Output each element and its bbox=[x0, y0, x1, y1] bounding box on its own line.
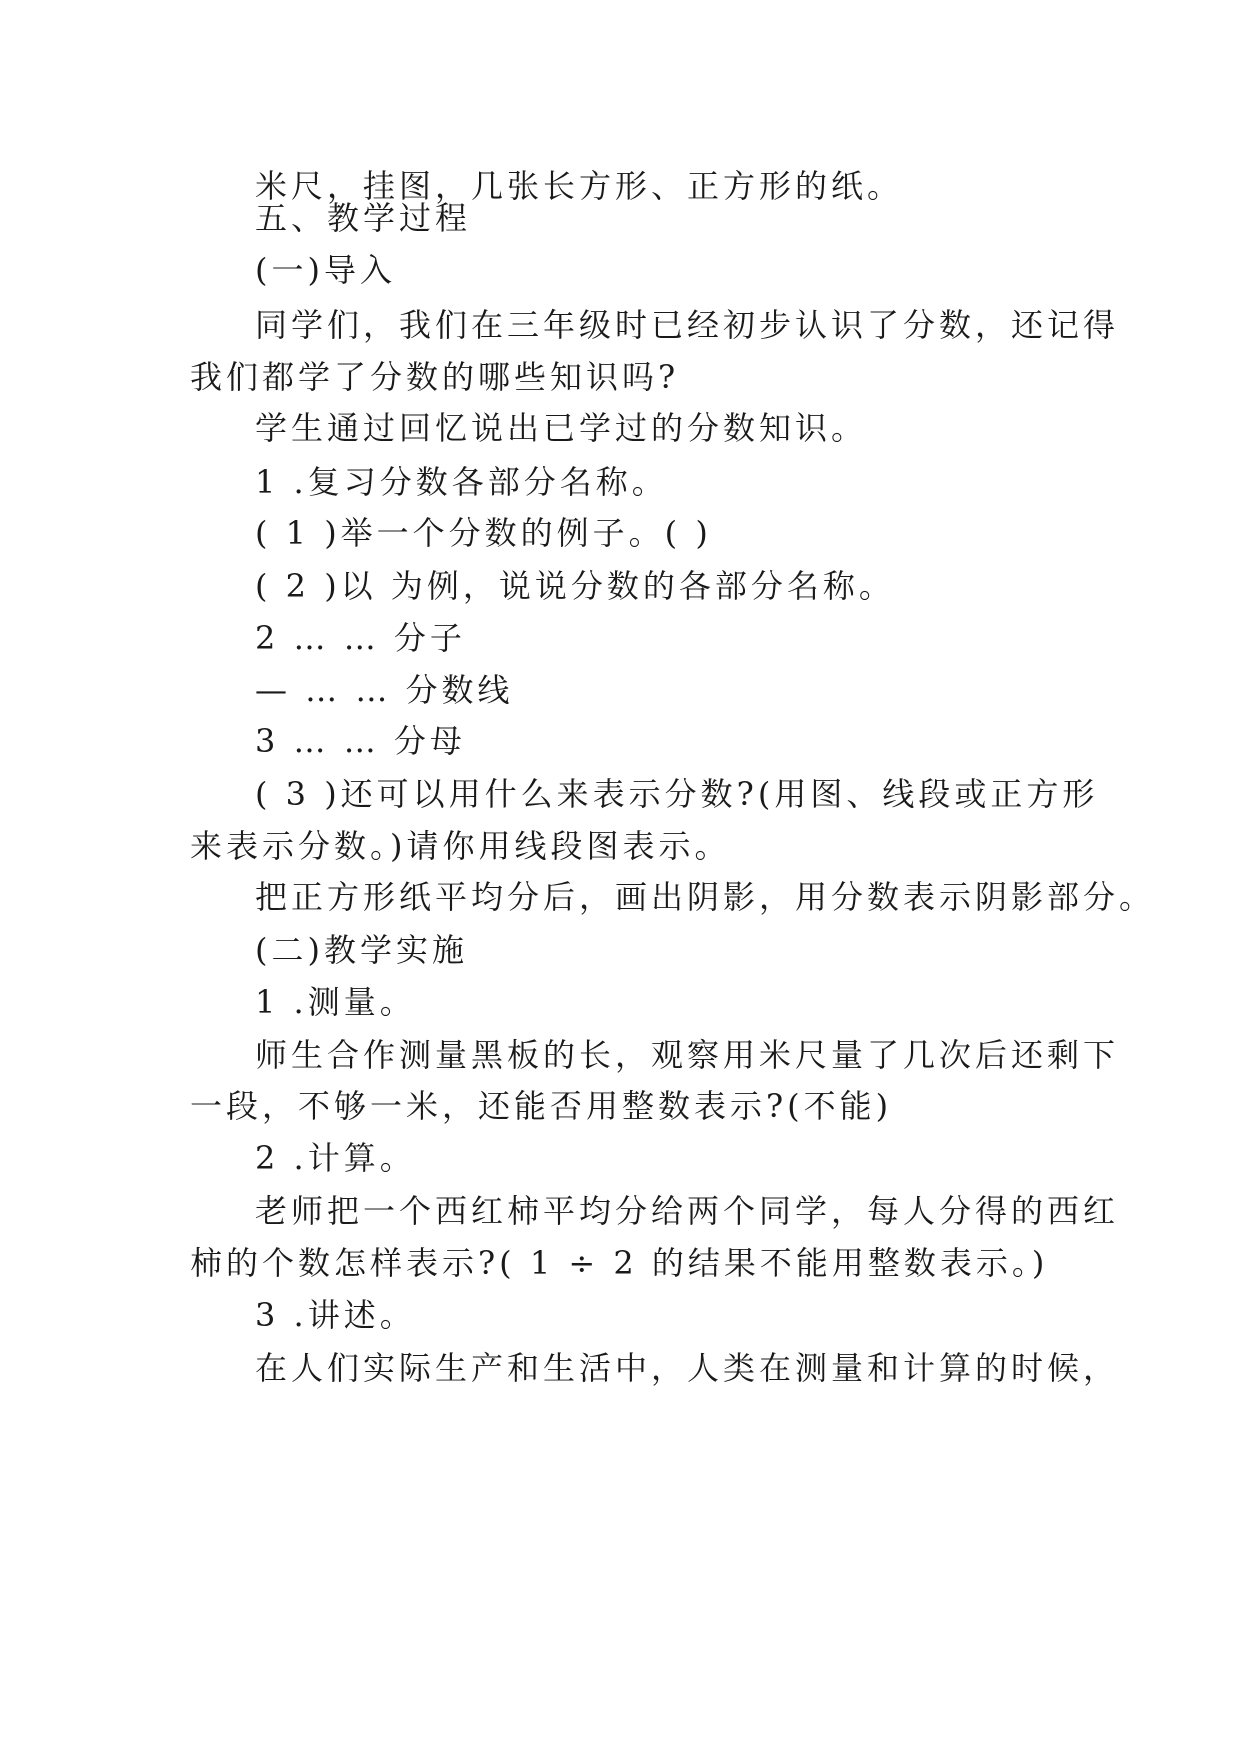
subsection-heading: (二)教学实施 bbox=[255, 931, 468, 969]
text-line: 在人们实际生产和生活中，人类在测量和计算的时候， bbox=[255, 1349, 1120, 1387]
text-line: 我们都学了分数的哪些知识吗? bbox=[190, 358, 680, 396]
text-line: 同学们，我们在三年级时已经初步认识了分数，还记得 bbox=[255, 306, 1120, 344]
subsection-heading: (一)导入 bbox=[255, 251, 396, 289]
fraction-numerator-label: 2 … … 分子 bbox=[255, 619, 466, 657]
text-line: 一段，不够一米，还能否用整数表示?(不能) bbox=[190, 1087, 893, 1125]
text-line: 来表示分数。)请你用线段图表示。 bbox=[190, 827, 731, 865]
list-item: 2 .计算。 bbox=[255, 1139, 416, 1177]
text-line: 把正方形纸平均分后，画出阴影，用分数表示阴影部分。 bbox=[255, 878, 1156, 916]
fraction-line-label: — … … 分数线 bbox=[255, 671, 514, 709]
list-item: 1 .测量。 bbox=[255, 983, 416, 1021]
list-item: ( 2 )以 为例，说说分数的各部分名称。 bbox=[255, 567, 895, 605]
text-line: 学生通过回忆说出已学过的分数知识。 bbox=[255, 409, 868, 447]
text-line: 柿的个数怎样表示?( 1 ÷ 2 的结果不能用整数表示。) bbox=[190, 1244, 1049, 1282]
list-item: 3 .讲述。 bbox=[255, 1296, 416, 1334]
text-line: 米尺，挂图，几张长方形、正方形的纸。 bbox=[255, 167, 904, 205]
list-item: ( 1 )举一个分数的例子。( ) bbox=[255, 514, 712, 552]
section-heading: 五、教学过程 bbox=[255, 199, 472, 237]
fraction-denominator-label: 3 … … 分母 bbox=[255, 722, 466, 760]
text-line: 师生合作测量黑板的长，观察用米尺量了几次后还剩下 bbox=[255, 1036, 1120, 1074]
text-line: 老师把一个西红柿平均分给两个同学，每人分得的西红 bbox=[255, 1192, 1120, 1230]
list-item: ( 3 )还可以用什么来表示分数?(用图、线段或正方形 bbox=[255, 775, 1099, 813]
list-item: 1 .复习分数各部分名称。 bbox=[255, 463, 668, 501]
